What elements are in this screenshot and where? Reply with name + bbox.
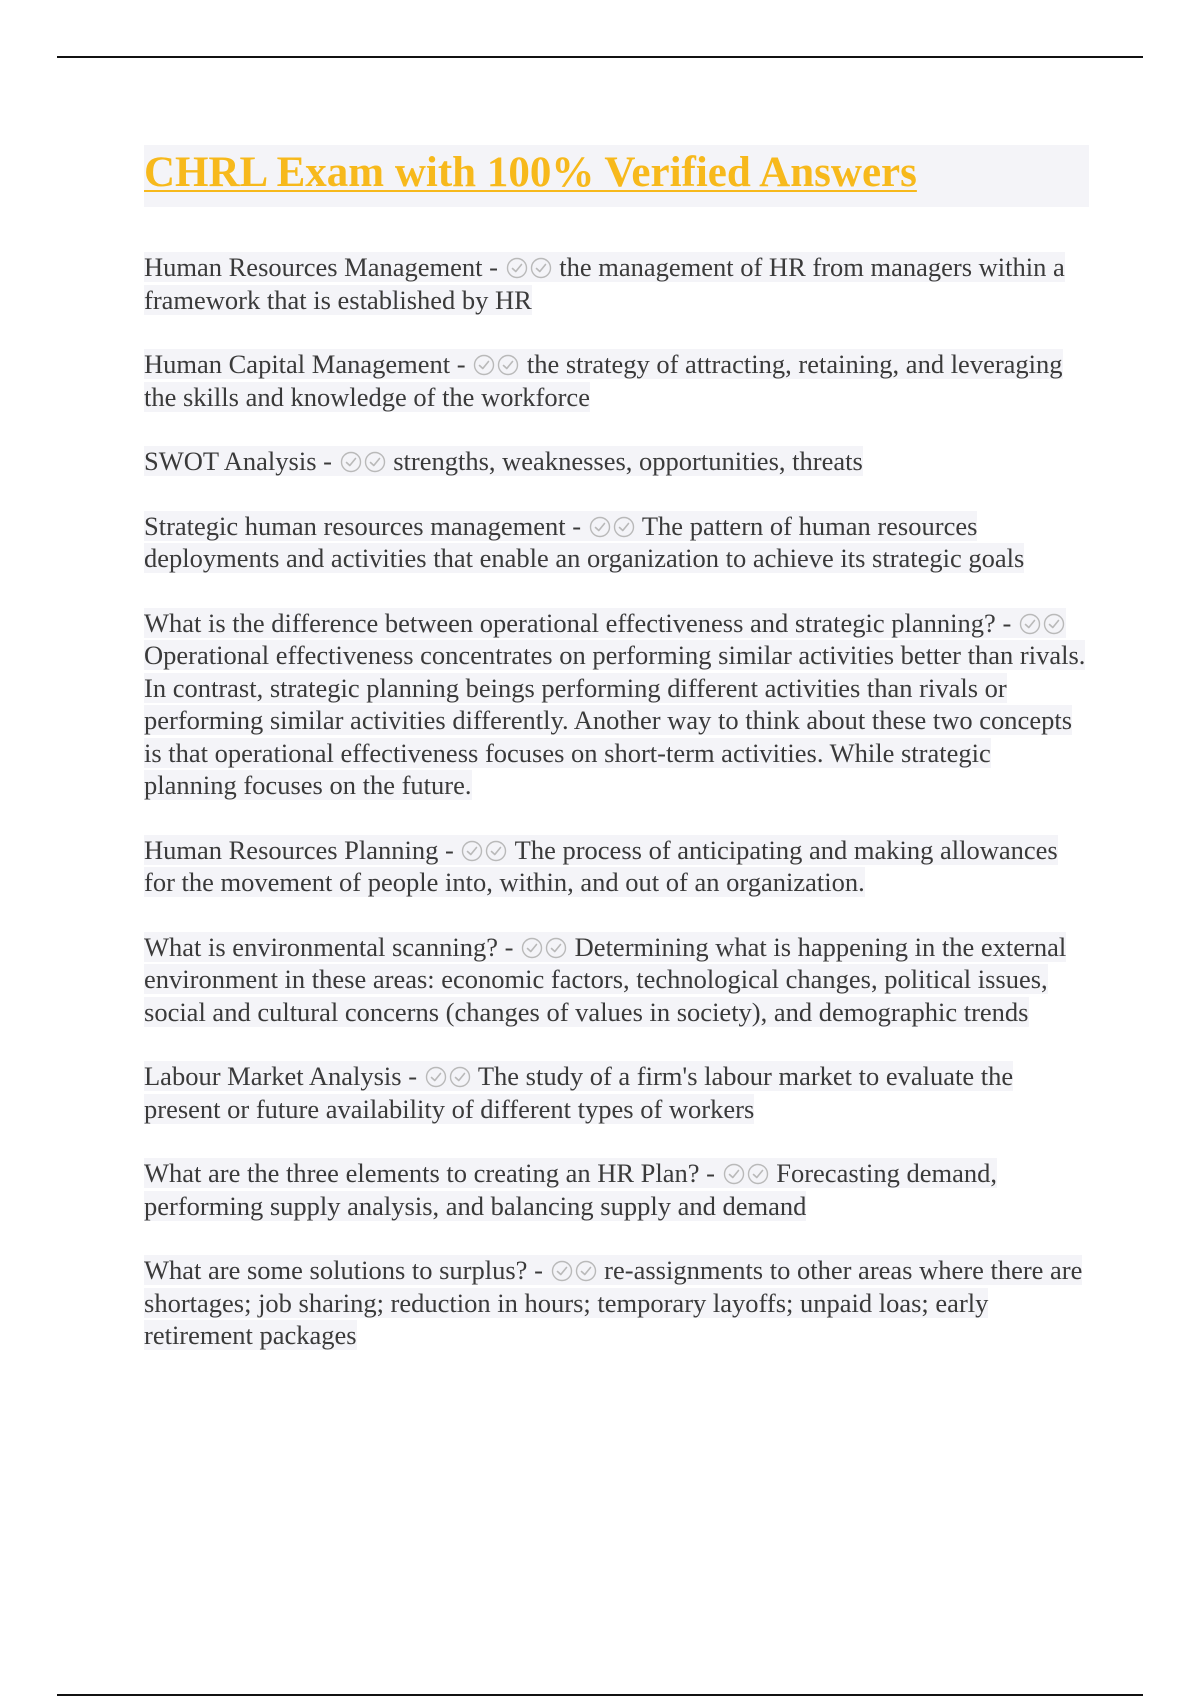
bottom-rule — [57, 1694, 1143, 1696]
checkmark-circle-icon — [747, 1163, 769, 1185]
entry-list — [144, 251, 1089, 1352]
entry-term: Strategic human resources management — [144, 510, 566, 541]
entry-text — [144, 932, 1066, 1027]
entry-text — [144, 511, 1024, 574]
page-title: CHRL Exam with 100% Verified Answers — [144, 149, 917, 196]
checkmark-circle-icon — [589, 516, 611, 538]
entry-separator: - — [323, 446, 332, 476]
entry-definition: Forecasting demand, performing supply analysis, and balancing supply and demand — [144, 1158, 998, 1221]
qa-entry — [144, 251, 1089, 316]
checkmark-circle-icon — [575, 1260, 597, 1282]
document-body — [144, 145, 1089, 1384]
qa-entry — [144, 834, 1089, 899]
entry-term: SWOT Analysis — [144, 446, 317, 476]
checkmark-circle-icon — [1043, 613, 1065, 635]
entry-term: Labour Market Analysis — [144, 1061, 402, 1091]
qa-entry — [144, 348, 1089, 413]
entry-text — [144, 1158, 997, 1221]
entry-separator: - — [534, 1255, 543, 1285]
entry-text — [144, 608, 1085, 801]
qa-entry — [144, 510, 1089, 575]
qa-entry — [144, 607, 1089, 802]
entry-separator: - — [572, 510, 582, 541]
checkmark-circle-icon — [485, 840, 507, 862]
entry-term: What are the three elements to creating an HR Plan? — [144, 1158, 700, 1188]
checkmark-circle-icon — [425, 1066, 447, 1088]
entry-definition: re-assignments to other areas where there are shortages; job sharing; reduction in hours; temporary layoffs; unpaid loas; early retirement packages — [144, 1255, 1083, 1350]
entry-separator: - — [445, 834, 454, 865]
entry-text — [144, 1061, 1013, 1124]
checkmark-circle-icon — [530, 257, 552, 279]
checkmark-circle-icon — [449, 1066, 471, 1088]
title-block — [144, 145, 1089, 207]
checkmark-circle-icon — [364, 451, 386, 473]
checkmark-circle-icon — [497, 354, 519, 376]
entry-separator: - — [456, 349, 466, 379]
entry-term: Human Resources Management — [144, 252, 483, 282]
entry-definition: The pattern of human resources deployments and activities that enable an organization to achieve its strategic goals — [144, 510, 1025, 573]
entry-definition: The study of a firm's labour market to evaluate the present or future availability of different types of workers — [144, 1061, 1014, 1124]
entry-definition: the strategy of attracting, retaining, and leveraging the skills and knowledge of the workforce — [144, 349, 1063, 412]
entry-text — [144, 835, 1058, 898]
checkmark-circle-icon — [521, 937, 543, 959]
entry-definition: strengths, weaknesses, opportunities, threats — [393, 446, 863, 476]
checkmark-circle-icon — [613, 516, 635, 538]
entry-term: What is environmental scanning? — [144, 931, 498, 962]
qa-entry — [144, 1254, 1089, 1352]
checkmark-circle-icon — [551, 1260, 573, 1282]
checkmark-circle-icon — [723, 1163, 745, 1185]
entry-text — [144, 446, 863, 476]
qa-entry — [144, 931, 1089, 1029]
qa-entry — [144, 445, 1089, 478]
entry-text — [144, 349, 1063, 412]
entry-definition: the management of HR from managers within a framework that is established by HR — [144, 252, 1065, 315]
checkmark-circle-icon — [506, 257, 528, 279]
checkmark-circle-icon — [473, 354, 495, 376]
top-rule — [57, 56, 1143, 58]
entry-term: Human Resources Planning — [144, 834, 439, 865]
entry-separator: - — [408, 1061, 418, 1091]
entry-separator: - — [1002, 607, 1012, 638]
entry-separator: - — [706, 1158, 715, 1188]
entry-definition: Determining what is happening in the external environment in these areas: economic factors, technological changes, political issues, social and cultural concerns (changes of values in society), and demographic trends — [144, 931, 1067, 1027]
entry-text — [144, 1255, 1082, 1350]
entry-term: What are some solutions to surplus? — [144, 1255, 528, 1285]
qa-entry — [144, 1060, 1089, 1125]
entry-definition: The process of anticipating and making allowances for the movement of people into, within, and out of an organization. — [144, 834, 1058, 897]
entry-term: Human Capital Management — [144, 349, 451, 379]
checkmark-circle-icon — [461, 840, 483, 862]
entry-term: What is the difference between operational effectiveness and strategic planning? — [144, 607, 996, 638]
checkmark-circle-icon — [340, 451, 362, 473]
entry-separator: - — [504, 931, 514, 962]
entry-text — [144, 252, 1065, 315]
checkmark-circle-icon — [545, 937, 567, 959]
entry-separator: - — [489, 252, 498, 282]
qa-entry — [144, 1157, 1089, 1222]
checkmark-circle-icon — [1019, 613, 1041, 635]
entry-definition: Operational effectiveness concentrates on performing similar activities better than rivals. In contrast, strategic planning beings performing different activities than rivals or performing similar activities differently. Another way to think about these two concepts is that operational effectiveness focuses on short-term activities. While strategic planning focuses on the future. — [144, 640, 1086, 800]
